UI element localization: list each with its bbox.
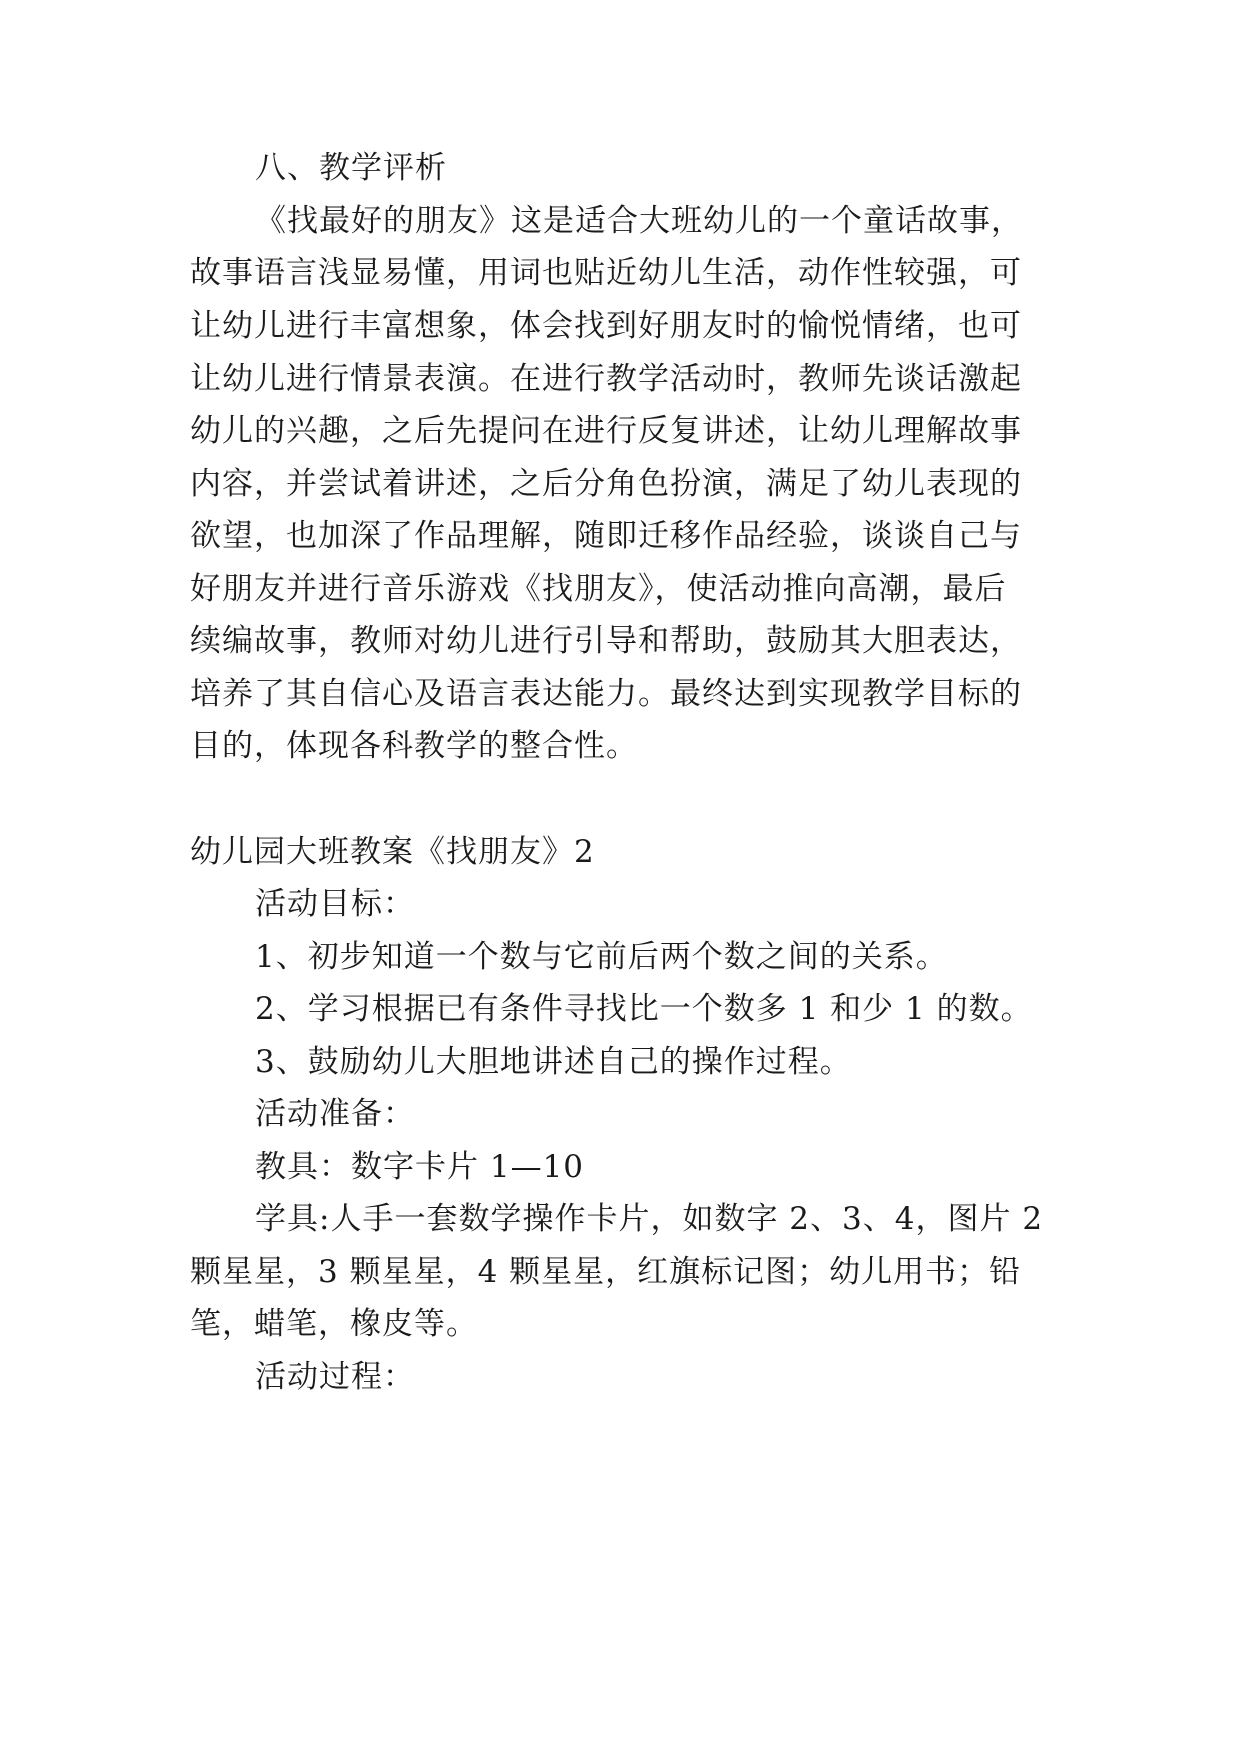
lesson-title: 幼儿园大班教案《找朋友》2 [190, 834, 595, 870]
goal-item: 2、学习根据已有条件寻找比一个数多 1 和少 1 的数。 [255, 991, 1033, 1027]
paragraph-line: 续编故事，教师对幼儿进行引导和帮助，鼓励其大胆表达， [190, 623, 1022, 659]
paragraph-line: 内容，并尝试着讲述，之后分角色扮演，满足了幼儿表现的 [190, 466, 1022, 502]
paragraph-line: 《找最好的朋友》这是适合大班幼儿的一个童话故事， [255, 203, 1023, 239]
section-heading: 八、教学评析 [255, 150, 447, 186]
paragraph-line: 让幼儿进行情景表演。在进行教学活动时，教师先谈话激起 [190, 361, 1022, 397]
goal-item: 3、鼓励幼儿大胆地讲述自己的操作过程。 [255, 1044, 852, 1080]
student-tools-line: 笔，蜡笔，橡皮等。 [190, 1306, 478, 1342]
goal-item: 1、初步知道一个数与它前后两个数之间的关系。 [255, 939, 948, 975]
paragraph-line: 培养了其自信心及语言表达能力。最终达到实现教学目标的 [190, 676, 1022, 712]
student-tools-line: 颗星星，3 颗星星，4 颗星星，红旗标记图；幼儿用书；铅 [190, 1254, 1022, 1290]
paragraph-line: 目的，体现各科教学的整合性。 [190, 728, 638, 764]
paragraph-line: 让幼儿进行丰富想象，体会找到好朋友时的愉悦情绪，也可 [190, 308, 1022, 344]
paragraph-line: 故事语言浅显易懂，用词也贴近幼儿生活，动作性较强，可 [190, 255, 1022, 291]
goals-heading: 活动目标： [255, 886, 415, 922]
student-tools-line: 学具:人手一套数学操作卡片，如数字 2、3、4，图片 2 [255, 1201, 1044, 1237]
paragraph-line: 欲望，也加深了作品理解，随即迁移作品经验，谈谈自己与 [190, 518, 1022, 554]
prep-heading: 活动准备： [255, 1096, 415, 1132]
paragraph-line: 幼儿的兴趣，之后先提问在进行反复讲述，让幼儿理解故事 [190, 413, 1022, 449]
process-heading: 活动过程： [255, 1359, 415, 1395]
teacher-tools: 教具：数字卡片 1—10 [255, 1149, 585, 1185]
paragraph-line: 好朋友并进行音乐游戏《找朋友》，使活动推向高潮，最后 [190, 571, 1007, 607]
